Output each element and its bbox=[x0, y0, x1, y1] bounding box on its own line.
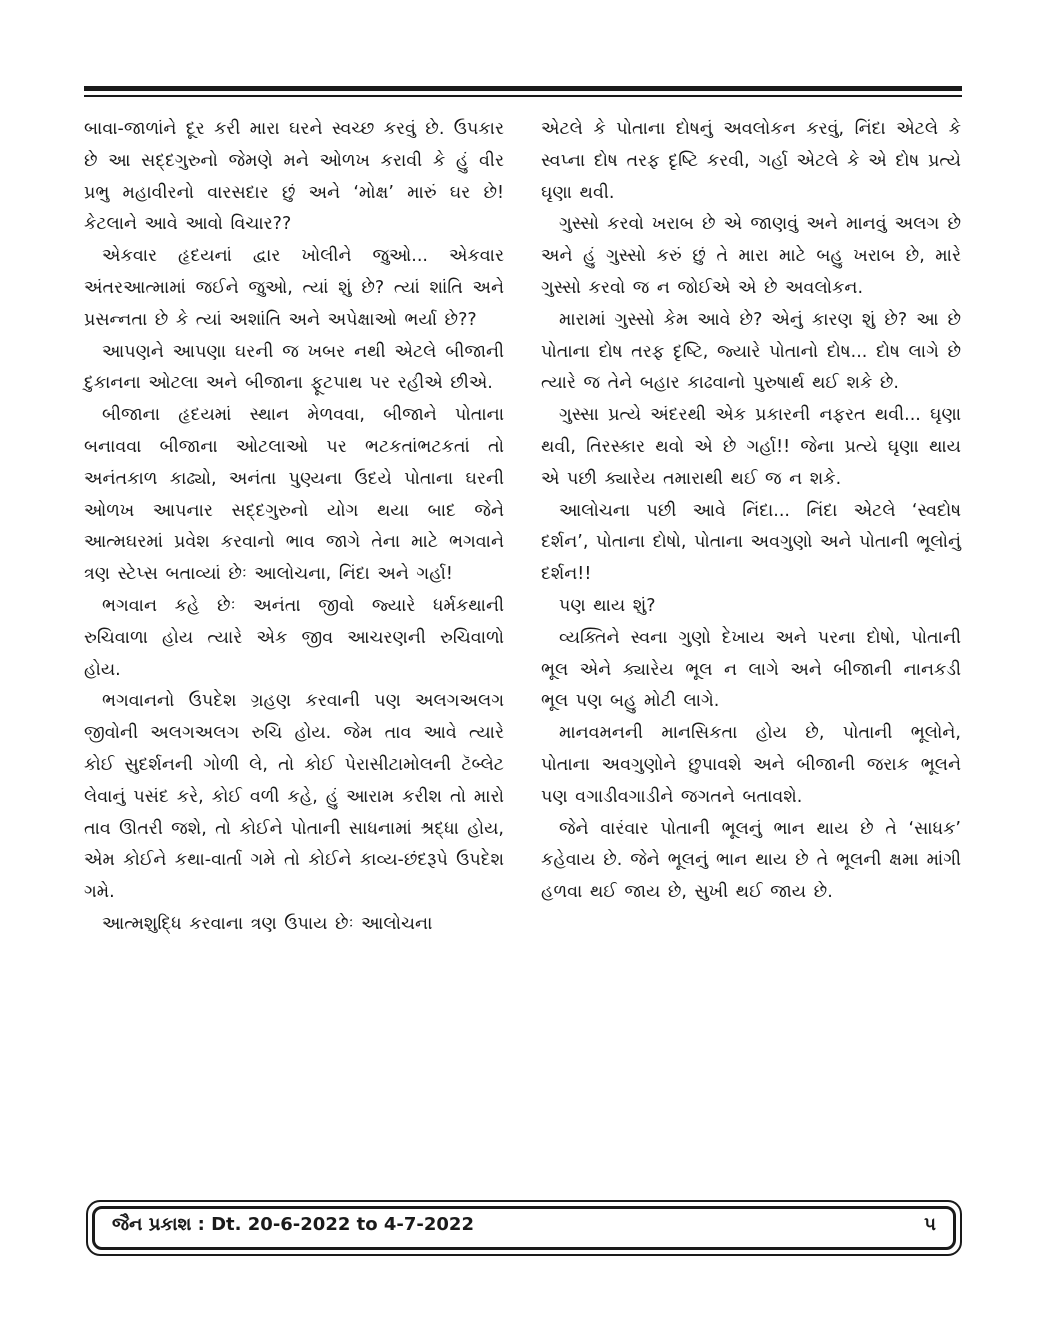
paragraph: ગુસ્સા પ્રત્યે અંદરથી એક પ્રકારની નફરત થવી... ઘૃણા થવી, તિરસ્કાર થવો એ છે ગર્હા!! જેના પ્રત્યે ઘૃણા થાય એ પછી ક્યારેય તમારાથી થઈ જ ન શકે. bbox=[541, 405, 961, 489]
paragraph: ગુસ્સો કરવો ખરાબ છે એ જાણવું અને માનવું અલગ છે અને હું ગુસ્સો કરું છું તે મારા માટે બહુ ખરાબ છે, મારે ગુસ્સો કરવો જ ન જોઈએ એ છે અવલોકન. bbox=[541, 214, 961, 298]
paragraph: આત્મશુદ્ધિ કરવાના ત્રણ ઉપાય છેઃ આલોચના bbox=[102, 913, 433, 934]
paragraph: જેને વારંવાર પોતાની ભૂલનું ભાન થાય છે તે ‘સાધક’ કહેવાય છે. જેને ભૂલનું ભાન થાય છે તે ભૂલની ક્ષમા માંગી હળવા થઈ જાય છે, સુખી થઈ જાય છે. bbox=[541, 818, 961, 903]
paragraph: ભગવાનનો ઉપદેશ ગ્રહણ કરવાની પણ અલગઅલગ જીવોની અલગઅલગ રુચિ હોય. જેમ તાવ આવે ત્યારે કોઈ સુદર્શનની ગોળી લે, તો કોઈ પેરાસીટામોલની ટૅબ્લેટ લેવાનું પસંદ કરે, કોઈ વળી કહે, હું આરામ કરીશ તો મારો તાવ ઊતરી જશે, તો કોઈને પોતાની સાધનામાં શ્રદ્ધા હોય, એમ કોઈને કથા-વાર્તા ગમે તો કોઈને કાવ્ય-છંદરૂપે ઉપદેશ ગમે. bbox=[84, 691, 504, 903]
header-rule-thick bbox=[84, 86, 962, 91]
paragraph: એકવાર હૃદયનાં દ્વાર ખોલીને જુઓ... એકવાર અંતરઆત્મામાં જઈને જુઓ, ત્યાં શું છે? ત્યાં શાંતિ અને પ્રસન્નતા છે કે ત્યાં અશાંતિ અને અપેક્ષાઓ ભર્યા છે?? bbox=[84, 246, 504, 330]
paragraph: બાવા-જાળાંને દૂર કરી મારા ઘરને સ્વચ્છ કરવું છે. ઉપકાર છે આ સદ્દગુરુનો જેમણે મને ઓળખ કરાવી કે હું વીર પ્રભુ મહાવીરનો વારસદાર છું અને ‘મોક્ષ’ મારું ઘર છે! કેટલાને આવે આવો વિચાર?? bbox=[84, 119, 504, 235]
paragraph: ભગવાન કહે છેઃ અનંતા જીવો જ્યારે ધર્મકથાની રુચિવાળા હોય ત્યારે એક જીવ આચરણની રુચિવાળો હોય. bbox=[84, 595, 504, 680]
page-number: ૫ bbox=[924, 1214, 936, 1235]
paragraph: પણ થાય શું? bbox=[559, 595, 656, 616]
paragraph: આપણને આપણા ઘરની જ ખબર નથી એટલે બીજાની દુકાનના ઓટલા અને બીજાના ફૂટપાથ પર રહીએ છીએ. bbox=[84, 341, 504, 394]
publication-title: જૈન પ્રકાશ : Dt. 20-6-2022 to 4-7-2022 bbox=[112, 1214, 474, 1235]
paragraph: વ્યક્તિને સ્વના ગુણો દેખાય અને પરના દોષો, પોતાની ભૂલ એને ક્યારેય ભૂલ ન લાગે અને બીજાની નાનકડી ભૂલ પણ બહુ મોટી લાગે. bbox=[541, 627, 961, 712]
page-footer bbox=[86, 1200, 962, 1256]
left-column bbox=[84, 114, 504, 941]
header-rule-thin bbox=[84, 95, 962, 97]
paragraph: માનવમનની માનસિકતા હોય છે, પોતાની ભૂલોને, પોતાના અવગુણોને છુપાવશે અને બીજાની જરાક ભૂલને પણ વગાડીવગાડીને જગતને બતાવશે. bbox=[541, 723, 961, 807]
paragraph: આલોચના પછી આવે નિંદા... નિંદા એટલે ‘સ્વદોષ દર્શન’, પોતાના દોષો, પોતાના અવગુણો અને પોતાની ભૂલોનું દર્શન!! bbox=[541, 500, 961, 585]
paragraph: બીજાના હૃદયમાં સ્થાન મેળવવા, બીજાને પોતાના બનાવવા બીજાના ઓટલાઓ પર ભટકતાંભટકતાં તો અનંતકાળ કાઢ્યો, અનંતા પુણ્યના ઉદયે પોતાના ઘરની ઓળખ આપનાર સદ્દગુરુનો યોગ થયા બાદ જેને આત્મઘરમાં પ્રવેશ કરવાનો ભાવ જાગે તેના માટે ભગવાને ત્રણ સ્ટેપ્સ બતાવ્યાં છેઃ આલોચના, નિંદા અને ગર્હા! bbox=[84, 405, 504, 585]
paragraph: મારામાં ગુસ્સો કેમ આવે છે? એનું કારણ શું છે? આ છે પોતાના દોષ તરફ દૃષ્ટિ, જ્યારે પોતાનો દોષ... દોષ લાગે છે ત્યારે જ તેને બહાર કાઢવાનો પુરુષાર્થ થઈ શકે છે. bbox=[541, 309, 961, 394]
right-column bbox=[541, 114, 961, 909]
paragraph: એટલે કે પોતાના દોષનું અવલોકન કરવું, નિંદા એટલે કે સ્વપ્ના દોષ તરફ દૃષ્ટિ કરવી, ગર્હા એટલે કે એ દોષ પ્રત્યે ઘૃણા થવી. bbox=[541, 119, 961, 203]
